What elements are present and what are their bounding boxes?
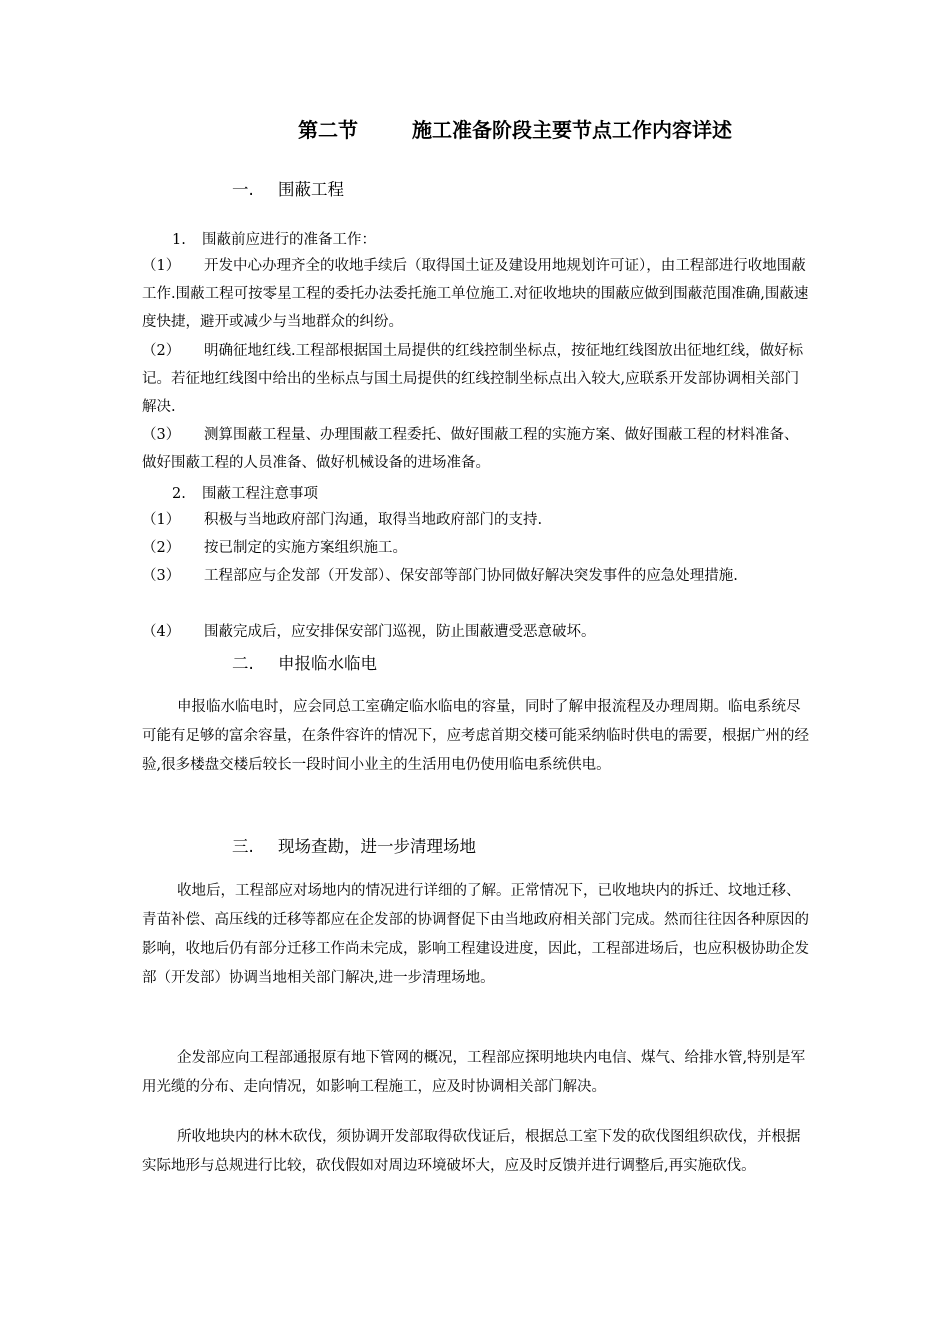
list-item-number: （2） (142, 343, 181, 359)
subheading-1-2-number: 2. (172, 486, 186, 502)
paragraph: 申报临水临电时，应会同总工室确定临水临电的容量，同时了解申报流程及办理周期。临电系统尽可能有足够的富余容量，在条件容许的情况下，应考虑首期交楼可能采纳临时供电的需要，根据广州的经验,很多楼盘交楼后较长一段时间小业主的生活用电仍使用临电系统供电。 (142, 699, 809, 773)
section-title (298, 114, 732, 143)
list-item-text: 按已制定的实施方案组织施工。 (204, 540, 407, 556)
list-item-number: （3） (142, 568, 181, 584)
list-item (142, 421, 810, 477)
list-item-number: （3） (142, 427, 181, 443)
heading-3-text: 现场查勘，进一步清理场地 (278, 837, 476, 856)
list-item-number: （2） (142, 540, 181, 556)
list-item-text: 积极与当地政府部门沟通，取得当地政府部门的支持. (204, 512, 543, 528)
section-title-text: 施工准备阶段主要节点工作内容详述 (412, 118, 732, 142)
list-item-number: （1） (142, 258, 181, 274)
paragraph: 收地后，工程部应对场地内的情况进行详细的了解。正常情况下，已收地块内的拆迁、坟地迁移、青苗补偿、高压线的迁移等都应在企发部的协调督促下由当地政府相关部门完成。然而往往因各种原因的影响，收地后仍有部分迁移工作尚未完成，影响工程建设进度，因此，工程部进场后，也应积极协助企发部（开发部）协调当地相关部门解决,进一步清理场地。 (142, 883, 809, 986)
list-item-text: 明确征地红线.工程部根据国土局提供的红线控制坐标点，按征地红线图放出征地红线，做好标记。若征地红线图中给出的坐标点与国土局提供的红线控制坐标点出入较大,应联系开发部协调相关部门解决. (142, 343, 804, 415)
list-item (142, 618, 810, 646)
list-item (142, 534, 810, 562)
subheading-1-1-number: 1. (172, 232, 186, 248)
list-item (142, 337, 810, 421)
heading-2-number: 二. (232, 654, 254, 673)
subheading-1-1 (172, 228, 376, 249)
heading-2-text: 申报临水临电 (278, 654, 377, 673)
subheading-1-2-text: 围蔽工程注意事项 (202, 486, 318, 502)
list-item-text: 工程部应与企发部（开发部）、保安部等部门协同做好解决突发事件的应急处理措施. (204, 568, 738, 584)
heading-3-number: 三. (232, 837, 254, 856)
heading-2 (232, 650, 377, 674)
list-item (142, 506, 810, 534)
list-item (142, 562, 810, 590)
list-item (142, 252, 810, 336)
subheading-1-2 (172, 482, 318, 503)
list-item-text: 开发中心办理齐全的收地手续后（取得国土证及建设用地规划许可证），由工程部进行收地围蔽工作.围蔽工程可按零星工程的委托办法委托施工单位施工.对征收地块的围蔽应做到围蔽范围准确,围蔽速度快捷，避开或减少与当地群众的纠纷。 (142, 258, 809, 330)
heading-1 (232, 176, 344, 200)
heading-1-number: 一. (232, 180, 254, 199)
list-item-number: （1） (142, 512, 181, 528)
list-item-text: 围蔽完成后，应安排保安部门巡视，防止围蔽遭受恶意破坏。 (204, 624, 596, 640)
heading-3 (232, 833, 476, 857)
section-number: 第二节 (298, 118, 358, 142)
paragraph: 所收地块内的林木砍伐，须协调开发部取得砍伐证后，根据总工室下发的砍伐图组织砍伐，并根据实际地形与总规进行比较，砍伐假如对周边环境破坏大，应及时反馈并进行调整后,再实施砍伐。 (142, 1129, 801, 1174)
heading-1-text: 围蔽工程 (278, 180, 344, 199)
subheading-1-1-text: 围蔽前应进行的准备工作： (202, 232, 376, 248)
list-item-text: 测算围蔽工程量、办理围蔽工程委托、做好围蔽工程的实施方案、做好围蔽工程的材料准备、做好围蔽工程的人员准备、做好机械设备的进场准备。 (142, 427, 799, 471)
paragraph: 企发部应向工程部通报原有地下管网的概况，工程部应探明地块内电信、煤气、给排水管,特别是军用光缆的分布、走向情况，如影响工程施工，应及时协调相关部门解决。 (142, 1050, 806, 1095)
list-item-number: （4） (142, 624, 181, 640)
